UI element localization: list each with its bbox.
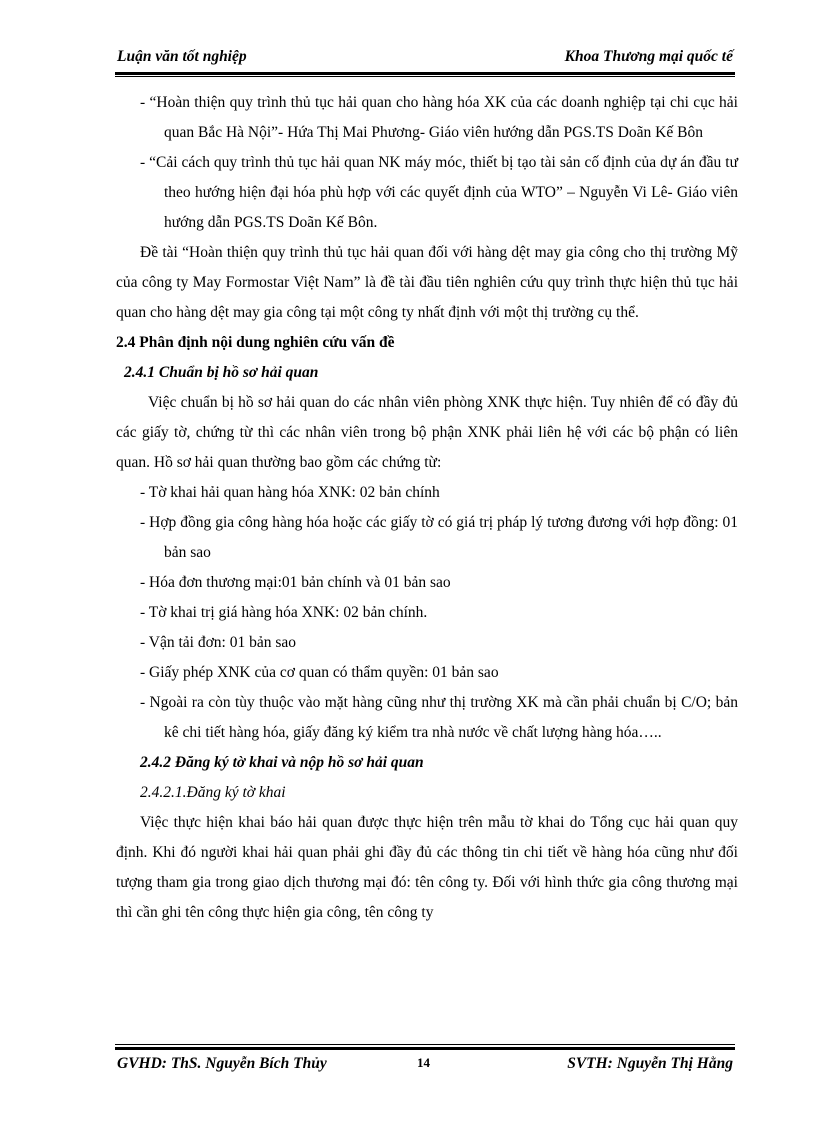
reference-bullet-1: - “Hoàn thiện quy trình thủ tục hải quan cho hàng hóa XK của các doanh nghiệp tại chi cục hải quan Bắc Hà Nội”- Hứa Thị Mai Phương- Giáo viên hướng dẫn PGS.TS Doãn Kế Bôn [140, 94, 738, 141]
doc-list-item: - Hợp đồng gia công hàng hóa hoặc các giấy tờ có giá trị pháp lý tương đương với hợp đồng: 01 bản sao [140, 514, 738, 561]
footer-rule-thin [115, 1044, 735, 1045]
header-faculty-label: Khoa Thương mại quốc tế [564, 48, 733, 65]
doc-list-item: - Tờ khai hải quan hàng hóa XNK: 02 bản chính [140, 484, 440, 501]
doc-list-item: - Ngoài ra còn tùy thuộc vào mặt hàng cũng như thị trường XK mà cần phải chuẩn bị C/O; bản kê chi tiết hàng hóa, giấy đăng ký kiểm tra nhà nước về chất lượng hàng hóa….. [140, 694, 738, 741]
section-heading-2-4-2-1: 2.4.2.1.Đăng ký tờ khai [140, 784, 286, 801]
section-heading-2-4-2: 2.4.2 Đăng ký tờ khai và nộp hồ sơ hải quan [140, 754, 424, 771]
reference-bullet-2: - “Cải cách quy trình thủ tục hải quan NK máy móc, thiết bị tạo tài sản cố định của dự án đầu tư theo hướng hiện đại hóa phù hợp với các quyết định của WTO” – Nguyễn Vi Lê- Giáo viên hướng dẫn PGS.TS Doãn Kế Bôn. [140, 154, 738, 231]
doc-list-item: - Vận tải đơn: 01 bản sao [140, 634, 296, 651]
doc-list-item: - Giấy phép XNK của cơ quan có thẩm quyền: 01 bản sao [140, 664, 499, 681]
page-footer [115, 1055, 735, 1081]
page-body [116, 88, 738, 928]
section-heading-2-4: 2.4 Phân định nội dung nghiên cứu vấn đề [116, 334, 395, 351]
footer-supervisor: GVHD: ThS. Nguyễn Bích Thủy [117, 1055, 327, 1072]
footer-student: SVTH: Nguyễn Thị Hằng [567, 1055, 733, 1072]
header-rule-thick [115, 72, 735, 75]
doc-list-item: - Tờ khai trị giá hàng hóa XNK: 02 bản chính. [140, 604, 428, 621]
paragraph-topic: Đề tài “Hoàn thiện quy trình thủ tục hải quan đối với hàng dệt may gia công cho thị trường Mỹ của công ty May Formostar Việt Nam” là đề tài đầu tiên nghiên cứu quy trình thực hiện thủ tục hải quan cho hàng dệt may gia công tại một công ty nhất định với một thị trường cụ thể. [116, 244, 738, 321]
header-thesis-label: Luận văn tốt nghiệp [117, 48, 247, 65]
paragraph-preparation: Việc chuẩn bị hồ sơ hải quan do các nhân viên phòng XNK thực hiện. Tuy nhiên để có đầy đủ các giấy tờ, chứng từ thì các nhân viên trong bộ phận XNK phải liên hệ với các bộ phận có liên quan. Hồ sơ hải quan thường bao gồm các chứng từ: [116, 394, 738, 471]
page-number: 14 [417, 1055, 430, 1070]
header-rule-thin [115, 76, 735, 77]
page-header [115, 46, 735, 72]
doc-list-item: - Hóa đơn thương mại:01 bản chính và 01 bản sao [140, 574, 451, 591]
section-heading-2-4-1: 2.4.1 Chuẩn bị hồ sơ hải quan [124, 364, 319, 381]
footer-rule-thick [115, 1047, 735, 1050]
paragraph-declaration: Việc thực hiện khai báo hải quan được thực hiện trên mẫu tờ khai do Tổng cục hải quan quy định. Khi đó người khai hải quan phải ghi đầy đủ các thông tin chi tiết về hàng hóa cũng như đối tượng tham gia trong giao dịch thương mại đó: tên công ty. Đối với hình thức gia công thương mại thì cần ghi tên công thực hiện gia công, tên công ty [116, 814, 738, 921]
